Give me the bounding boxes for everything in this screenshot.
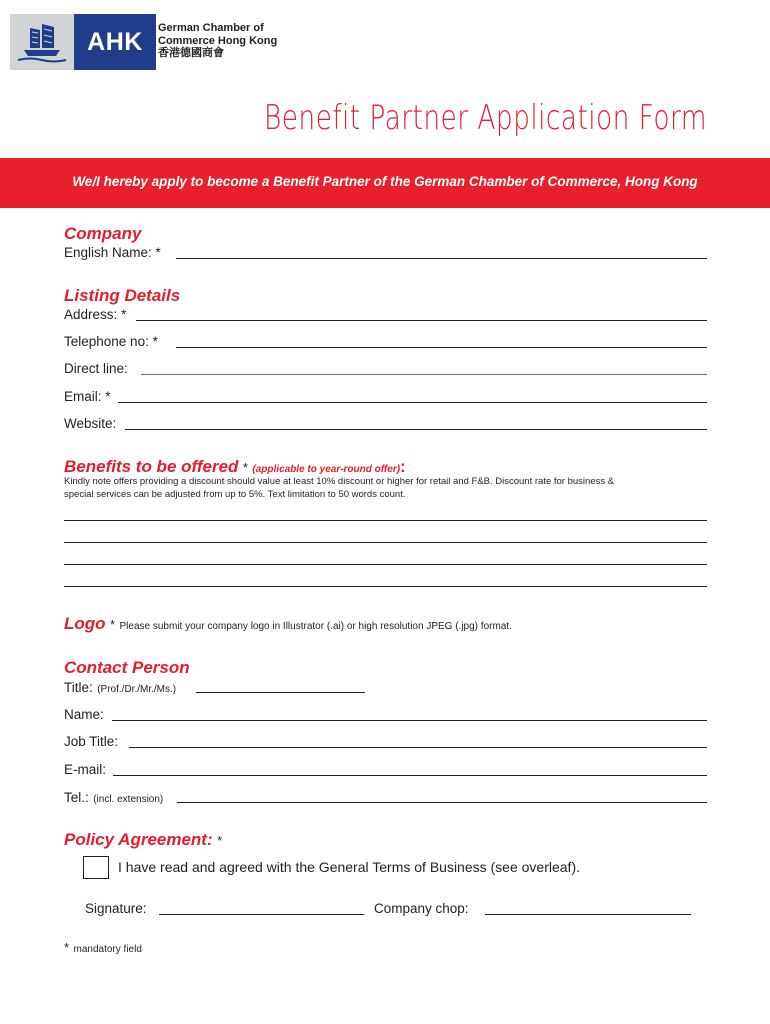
required-star: *: [110, 617, 116, 632]
contact-title-row: [64, 679, 176, 697]
benefits-qualifier: (applicable to year-round offer): [252, 464, 401, 475]
telephone-label: Telephone no: *: [64, 334, 158, 349]
org-name-line2: Commerce Hong Kong: [158, 34, 278, 47]
section-heading-company: Company: [64, 224, 142, 243]
section-heading-listing: Listing Details: [64, 286, 181, 305]
direct-line-field[interactable]: [141, 374, 707, 375]
contact-title-field[interactable]: [196, 692, 365, 693]
footer-note-row: [64, 939, 142, 957]
agreement-checkbox[interactable]: [83, 856, 109, 879]
job-title-label: Job Title:: [64, 734, 119, 749]
policy-heading-row: [64, 830, 222, 850]
tel-note: (incl. extension): [93, 794, 164, 805]
benefits-note: [64, 475, 724, 501]
listing-email-field[interactable]: [118, 402, 707, 403]
english-name-field[interactable]: [176, 258, 707, 259]
company-chop-field[interactable]: [485, 914, 691, 915]
website-field[interactable]: [125, 429, 707, 430]
org-name-chinese: 香港德國商會: [158, 47, 224, 59]
address-label: Address: *: [64, 307, 127, 322]
signature-field[interactable]: [159, 914, 364, 915]
section-heading-contact: Contact Person: [64, 658, 190, 677]
section-heading-policy: Policy Agreement:: [64, 830, 213, 849]
organization-name: [158, 22, 277, 60]
english-name-label: English Name: *: [64, 245, 161, 260]
tel-row: [64, 789, 163, 807]
benefits-heading-row: [64, 457, 406, 477]
banner-statement: We/I hereby apply to become a Benefit Partner of the German Chamber of Commerce, Hong Kong: [72, 174, 698, 189]
benefits-note-line1: Kindly note offers providing a discount should value at least 10% discount or higher for retail and F&B. Discount rate for business &: [64, 476, 615, 487]
signature-label: Signature:: [85, 901, 147, 916]
benefits-note-line2: special services can be adjusted from up to 5%. Text limitation to 50 words count.: [64, 489, 406, 500]
ahk-logo: [10, 14, 278, 70]
mandatory-field-note: mandatory field: [73, 944, 142, 955]
telephone-field[interactable]: [176, 347, 707, 348]
required-star: *: [217, 833, 223, 848]
footer-star: *: [64, 940, 70, 955]
contact-name-label: Name:: [64, 707, 104, 722]
required-star: *: [242, 460, 248, 475]
company-chop-label: Company chop:: [374, 901, 469, 916]
junk-ship-icon: [10, 14, 74, 70]
contact-title-label: Title:: [64, 680, 93, 695]
tel-field[interactable]: [177, 802, 707, 803]
form-title: Benefit Partner Application Form: [263, 98, 707, 138]
logo-row: [64, 614, 512, 634]
ahk-wordmark: AHK: [74, 14, 156, 70]
tel-label: Tel.:: [64, 790, 89, 805]
contact-email-field[interactable]: [113, 775, 707, 776]
contact-email-label: E-mail:: [64, 762, 107, 777]
contact-title-options: (Prof./Dr./Mr./Ms.): [97, 684, 177, 695]
org-name-line1: German Chamber of: [158, 22, 264, 34]
benefits-field-line-2[interactable]: [64, 542, 707, 543]
contact-name-field[interactable]: [112, 720, 707, 721]
direct-line-label: Direct line:: [64, 361, 128, 376]
benefits-field-line-4[interactable]: [64, 586, 707, 587]
job-title-field[interactable]: [129, 747, 707, 748]
benefits-colon: :: [400, 457, 406, 476]
section-heading-benefits: Benefits to be offered: [64, 457, 239, 476]
website-label: Website:: [64, 416, 117, 431]
logo-note: Please submit your company logo in Illustrator (.ai) or high resolution JPEG (.jpg) format.: [119, 621, 512, 632]
listing-email-label: Email: *: [64, 389, 111, 404]
benefits-field-line-1[interactable]: [64, 520, 707, 521]
agreement-text: I have read and agreed with the General Terms of Business (see overleaf).: [118, 859, 580, 875]
benefits-field-line-3[interactable]: [64, 564, 707, 565]
section-heading-logo: Logo: [64, 614, 106, 633]
address-field[interactable]: [136, 320, 707, 321]
